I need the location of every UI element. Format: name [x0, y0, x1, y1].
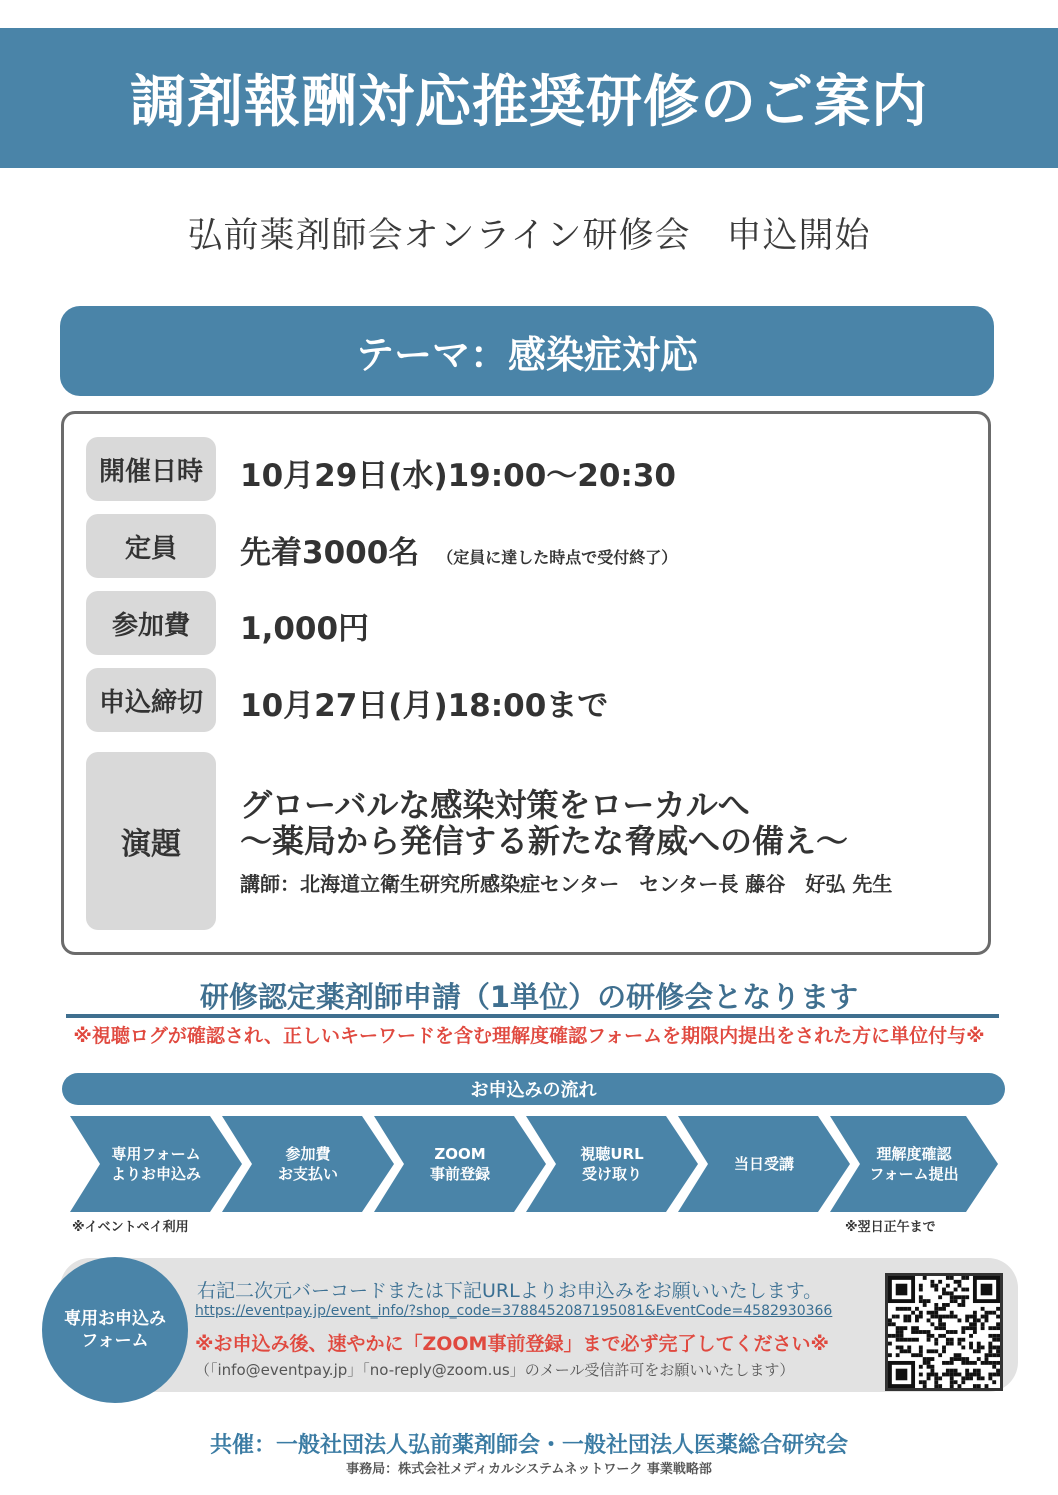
theme-banner: テーマ：感染症対応 — [60, 306, 994, 396]
date-value: 10月29日(水)19:00～20:30 — [240, 458, 676, 494]
header-banner — [0, 28, 1058, 168]
application-instruction: 右記二次元バーコードまたは下記URLよりお申込みをお願いいたします。 — [197, 1280, 823, 1302]
flow-note-right: ※翌日正午まで — [845, 1220, 936, 1235]
footer-organizers: 共催：一般社団法人弘前薬剤師会・一般社団法人医薬総合研究会 — [209, 1433, 848, 1458]
capacity-text: 先着3000名 — [240, 535, 420, 571]
flow-step-3-line2: 事前登録 — [429, 1165, 490, 1183]
flow-step-2-line2: お支払い — [277, 1165, 338, 1183]
qr-code-pattern — [888, 1276, 1000, 1388]
flow-title: お申込みの流れ — [62, 1073, 1005, 1105]
flow-step-3-line1: ZOOM — [434, 1145, 486, 1163]
flow-step-2 — [222, 1116, 394, 1212]
fee-value: 1,000円 — [240, 611, 370, 647]
flow-step-6-line2: フォーム提出 — [869, 1165, 959, 1183]
topic-label: 演題 — [86, 752, 216, 930]
fee-label: 参加費 — [86, 591, 216, 655]
application-email-note: （「info@eventpay.jp」「no-reply@zoom.us」のメール受信許可をお願いいたします） — [195, 1361, 795, 1379]
capacity-value — [240, 527, 677, 572]
qr-code-icon[interactable] — [885, 1273, 1003, 1391]
flow-step-6-line1: 理解度確認 — [876, 1145, 952, 1163]
flow-step-5 — [678, 1116, 850, 1212]
capacity-note: （定員に達した時点で受付終了） — [437, 548, 678, 567]
badge-line1: 専用お申込み — [64, 1309, 166, 1329]
flow-step-1-line1: 専用フォーム — [111, 1145, 201, 1163]
flow-step-4-line2: 受け取り — [581, 1165, 642, 1183]
deadline-label: 申込締切 — [86, 668, 216, 732]
flow-step-2-line1: 参加費 — [285, 1145, 331, 1163]
application-url-link[interactable]: https://eventpay.jp/event_info/?shop_code=3788452087195081&EventCode=4582930366 — [195, 1303, 833, 1319]
deadline-value: 10月27日(月)18:00まで — [240, 688, 609, 724]
certification-title: 研修認定薬剤師申請（1単位）の研修会となります — [199, 980, 859, 1014]
badge-line2: フォーム — [81, 1331, 149, 1351]
lecturer: 講師：北海道立衛生研究所感染症センター センター長 藤谷 好弘 先生 — [240, 872, 893, 896]
application-form-badge[interactable] — [42, 1257, 188, 1403]
flow-step-6 — [830, 1116, 998, 1212]
application-warning: ※お申込み後、速やかに「ZOOM事前登録」まで必ず完了してください※ — [195, 1333, 829, 1355]
page-title: 調剤報酬対応推奨研修のご案内 — [130, 70, 928, 135]
certification-divider — [66, 1014, 999, 1018]
flow-note-left: ※イベントペイ利用 — [72, 1220, 189, 1235]
flow-step-3 — [374, 1116, 546, 1212]
capacity-label: 定員 — [86, 514, 216, 578]
flow-step-4 — [526, 1116, 698, 1212]
date-label: 開催日時 — [86, 437, 216, 501]
flow-step-1 — [70, 1116, 242, 1212]
flow-step-4-line1: 視聴URL — [580, 1145, 644, 1163]
subtitle: 弘前薬剤師会オンライン研修会 申込開始 — [187, 216, 871, 256]
certification-warning: ※視聴ログが確認され、正しいキーワードを含む理解度確認フォームを期限内提出をされた方に単位付与※ — [73, 1025, 985, 1047]
topic-line1: グローバルな感染対策をローカルへ — [240, 786, 750, 824]
flow-step-1-line2: よりお申込み — [110, 1165, 201, 1183]
topic-line2: ～薬局から発信する新たな脅威への備え～ — [240, 822, 849, 860]
footer-office: 事務局：株式会社メディカルシステムネットワーク 事業戦略部 — [346, 1462, 712, 1477]
flow-step-5-line1: 当日受講 — [733, 1155, 794, 1173]
